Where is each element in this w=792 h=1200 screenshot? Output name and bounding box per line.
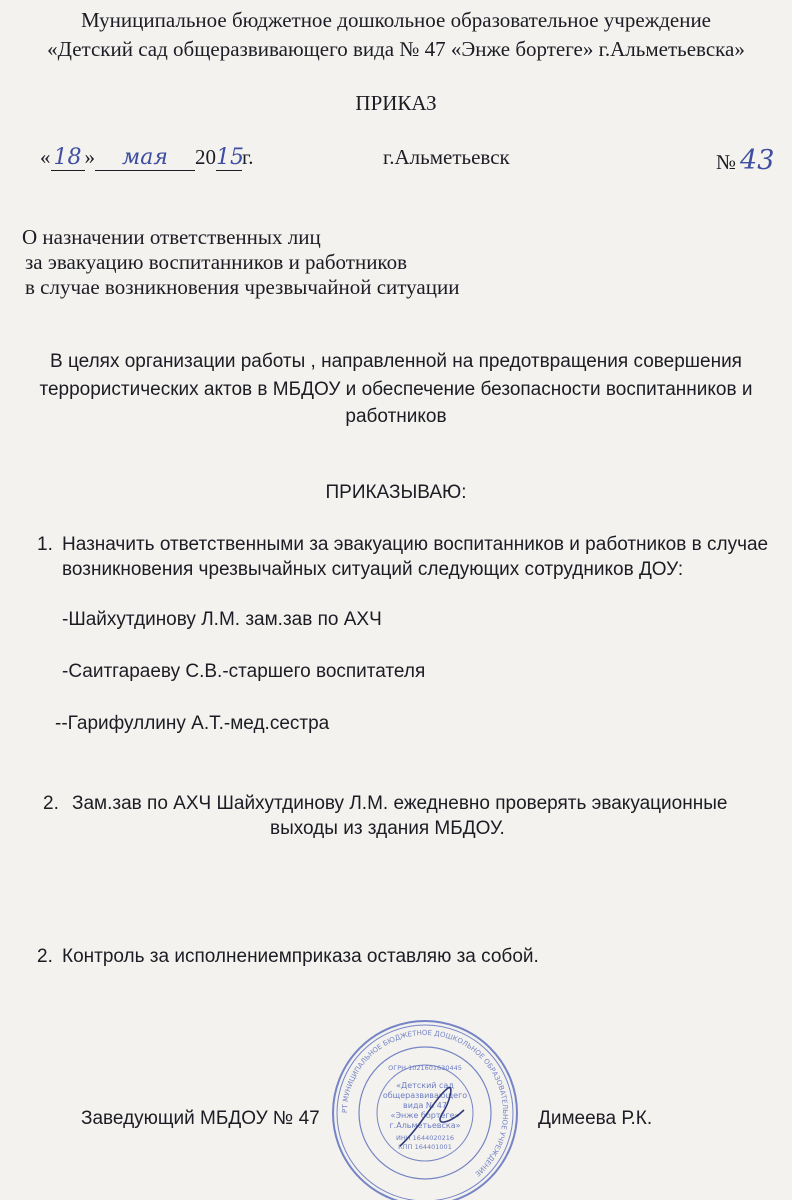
official-stamp [330, 1018, 520, 1200]
order-heading: ПРИКАЗЫВАЮ: [325, 482, 467, 503]
signature-name: Димеева Р.К. [538, 1108, 653, 1129]
order-number [716, 145, 774, 176]
stamp-center-2: общеразвивающего [382, 1091, 468, 1100]
person-3: --Гарифуллину А.Т.-мед.сестра [55, 713, 330, 734]
preamble-line-3: работников [345, 406, 447, 427]
date-year-tail: г. [242, 145, 254, 169]
stamp-ogrn: ОГРН 1021601630445 [388, 1064, 462, 1072]
subject-line-1: О назначении ответственных лиц [22, 225, 321, 249]
item-2-line-1: Зам.зав по АХЧ Шайхутдинову Л.М. ежедневно проверять эвакуационные [72, 793, 728, 814]
item-2-line-2: выходы из здания МБДОУ. [270, 818, 505, 839]
date-day: 18 [51, 145, 85, 171]
stamp-center-5: г.Альметьевска» [389, 1121, 461, 1130]
date-year-suffix: 15 [216, 145, 244, 170]
date-open-quote: « [40, 145, 51, 169]
signature-position: Заведующий МБДОУ № 47 [81, 1108, 320, 1129]
item-3-line-1: Контроль за исполнениемприказа оставляю за собой. [62, 946, 539, 967]
person-1: -Шайхутдинову Л.М. зам.зав по АХЧ [62, 609, 382, 630]
person-2: -Саитгараеву С.В.-старшего воспитателя [62, 661, 426, 682]
item-2-number: 2. [43, 793, 59, 814]
item-1-number: 1. [37, 534, 53, 555]
stamp-center-4: «Энже бортеге» [390, 1111, 460, 1120]
date-line [40, 145, 254, 171]
date-close-quote: » [84, 145, 95, 169]
stamp-kpp: КПП 164401001 [398, 1143, 452, 1151]
document-title: ПРИКАЗ [355, 91, 437, 115]
city: г.Альметьевск [383, 145, 510, 169]
order-number-value: 43 [740, 145, 775, 176]
item-1-line-1: Назначить ответственными за эвакуацию воспитанников и работников в случае [62, 534, 769, 555]
date-year-prefix: 20 [195, 145, 216, 169]
date-month: мая [95, 145, 195, 171]
order-number-label: № [716, 150, 737, 174]
header-line-1: Муниципальное бюджетное дошкольное образовательное учреждение [81, 8, 711, 32]
item-3-number: 2. [37, 946, 53, 967]
item-1-line-2: возникновения чрезвычайных ситуаций следующих сотрудников ДОУ: [62, 559, 684, 580]
header-line-2: «Детский сад общеразвивающего вида № 47 «Энже бортеге» г.Альметьевска» [47, 37, 745, 61]
stamp-center-1: «Детский сад [396, 1081, 454, 1090]
preamble-line-2: террористических актов в МБДОУ и обеспечение безопасности воспитанников и [39, 379, 753, 400]
stamp-center-3: вида № 47 [403, 1101, 447, 1110]
subject-line-3: в случае возникновения чрезвычайной ситуации [25, 275, 460, 299]
subject-line-2: за эвакуацию воспитанников и работников [25, 250, 407, 274]
preamble-line-1: В целях организации работы , направленной на предотвращения совершения [50, 351, 742, 372]
stamp-outer-text: РТ МУНИЦИПАЛЬНОЕ БЮДЖЕТНОЕ ДОШКОЛЬНОЕ ОБРАЗОВАТЕЛЬНОЕ УЧРЕЖДЕНИЕ [340, 1028, 510, 1178]
stamp-inn: ИНН 1644020216 [395, 1134, 455, 1142]
